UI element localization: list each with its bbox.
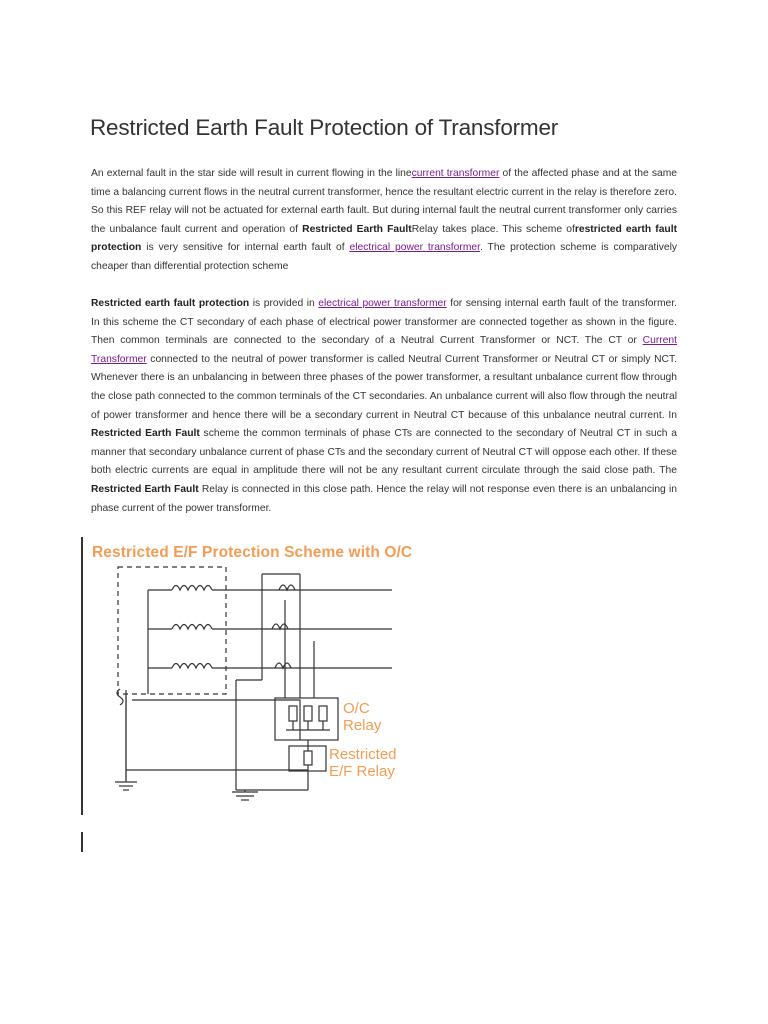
paragraph-2 — [91, 295, 677, 518]
p2-text-3: connected to the neutral of power transformer is called Neutral Current Transformer or Neutral CT or simply NCT. Whenever there is an unbalancing in between three phases of the power transformer, a resultant unbalance current flow through the close path connected to the common terminals of the CT secondaries. An unbalance current will also flow through the neutral of power transformer and hence there will be a secondary current in Neutral CT because of this unbalance neutral current. In — [91, 353, 677, 421]
winding-coil-2 — [172, 625, 212, 630]
left-margin-bar — [81, 537, 83, 815]
ef-relay-label-line-1: Restricted — [329, 746, 397, 763]
p1-bold-2: restricted earth fault protection — [91, 223, 677, 254]
page-title: Restricted Earth Fault Protection of Transformer — [90, 115, 559, 140]
link-electrical-power-transformer[interactable]: electrical power transformer — [349, 242, 480, 254]
p2-text-5: Relay is connected in this close path. Hence the relay will not response even there is an unbalancing in phase current of the power transformer. — [91, 483, 677, 514]
link-electrical-power-transformer-2[interactable]: electrical power transformer — [318, 298, 447, 309]
ef-relay-label-line-2: E/F Relay — [329, 763, 395, 780]
p1-text-3: Relay takes place. This scheme of — [411, 223, 575, 235]
oc-relay-box — [275, 698, 338, 740]
p2-text-1: is provided in — [249, 298, 319, 309]
left-margin-bar-small — [81, 832, 83, 852]
link-current-transformer-2[interactable]: Current Transformer — [91, 335, 677, 365]
p1-text-1: An external fault in the star side will result in current flowing in the line — [91, 168, 412, 179]
p2-text-4: scheme the common terminals of phase CTs are connected to the secondary of Neutral CT in such a manner that secondary unbalance current of phase CTs and the secondary current of Neutral CT will oppose each other. If these both electric currents are equal in amplitude there will not be any resultant current circulate through the said close path. The — [91, 428, 677, 477]
winding-coil-3 — [172, 664, 212, 669]
oc-relay-label-line-1: O/C — [343, 700, 370, 717]
diagram-title: Restricted E/F Protection Scheme with O/C — [92, 544, 413, 561]
p1-text-2: of the affected phase and at the same time a balancing current flows in the neutral current transformer, hence the resultant electric current in the relay is therefore zero. So this REF relay will not be actuated for external earth fault. But during internal fault the neutral current transformer only carries the unbalance fault current and operation of — [91, 168, 677, 235]
p2-text-2: for sensing internal earth fault of the transformer. In this scheme the CT secondary of each phase of electrical power transformer are connected together as shown in the figure. Then common terminals are connected to the secondary of a Neutral Current Transformer or NCT. The CT or — [91, 298, 677, 347]
p2-bold-2: Restricted Earth Fault — [91, 428, 200, 440]
p2-bold-1: Restricted earth fault protection — [91, 298, 250, 309]
earth-symbol-1 — [115, 780, 137, 790]
earth-symbol-2 — [232, 790, 258, 800]
paragraph-1 — [91, 165, 677, 277]
oc-relay-label — [343, 700, 381, 734]
winding-coil-1 — [172, 586, 212, 591]
oc-relay-label-line-2: Relay — [343, 717, 382, 734]
p1-text-5: . The protection scheme is comparatively cheaper than differential protection scheme — [91, 242, 678, 272]
p2-bold-3: Restricted Earth Fault — [91, 483, 199, 495]
p1-text-4: is very sensitive for internal earth fault of — [141, 242, 350, 254]
ef-relay-label — [329, 746, 397, 780]
p1-bold-1: Restricted Earth Fault — [302, 223, 412, 235]
link-current-transformer[interactable]: current transformer — [411, 168, 500, 179]
